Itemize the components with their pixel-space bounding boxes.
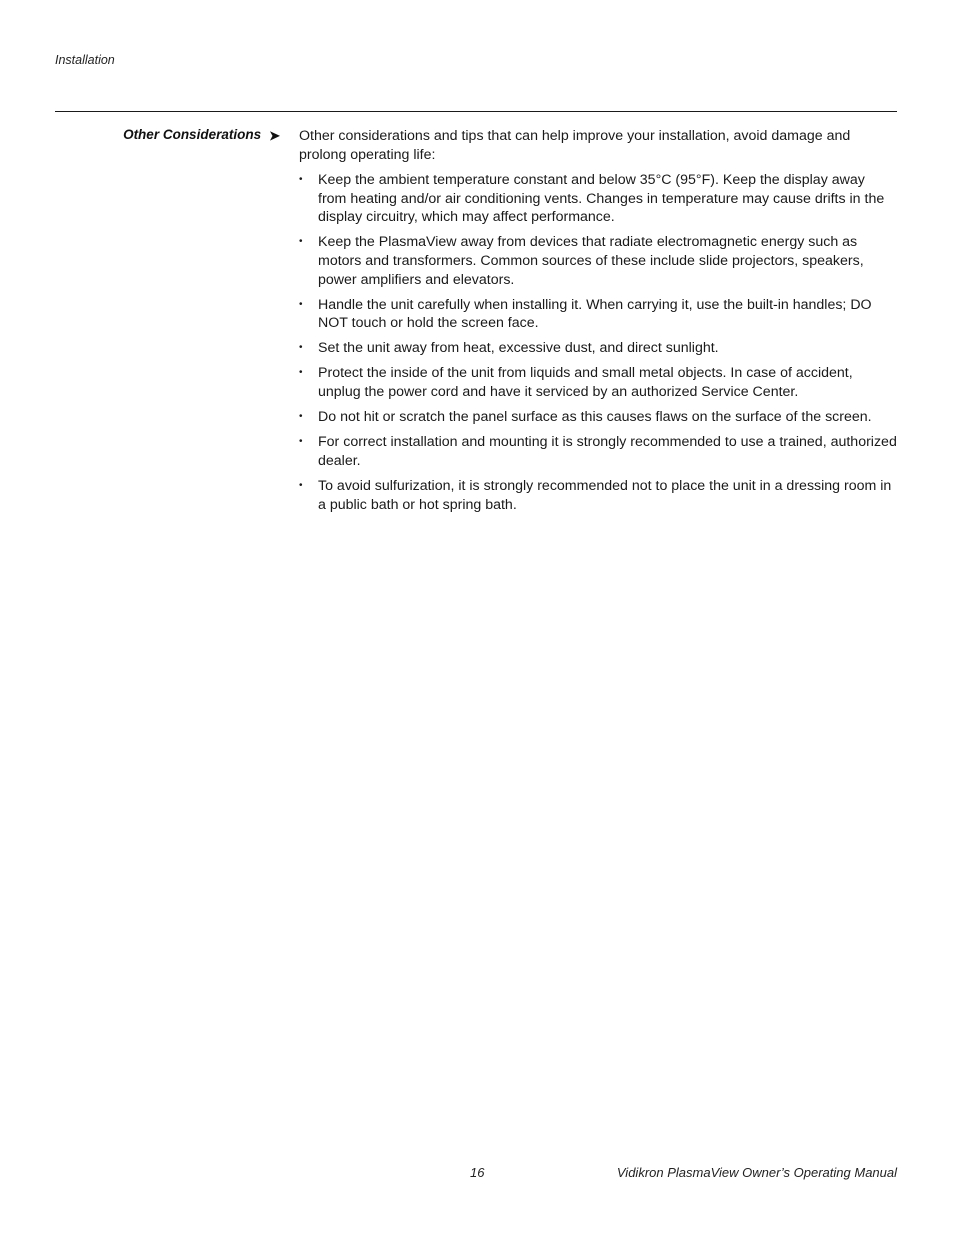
list-item-text: To avoid sulfurization, it is strongly recommended not to place the unit in a dressing room in a public bath or hot spring bath. <box>318 477 892 513</box>
bullet-icon: • <box>299 298 303 310</box>
page-number: 16 <box>470 1165 485 1180</box>
bullet-icon: • <box>299 173 303 185</box>
list-item-text: Keep the PlasmaView away from devices that radiate electromagnetic energy such as motors and transformers. Common sources of these include slide projectors, speakers, power amplifiers and elevators. <box>318 234 864 288</box>
list-item <box>299 433 897 470</box>
bullet-icon: • <box>299 367 303 379</box>
section-heading-text: Other Considerations <box>123 127 262 142</box>
list-item-text: Protect the inside of the unit from liquids and small metal objects. In case of accident, unplug the power cord and have it serviced by an authorized Service Center. <box>318 365 853 401</box>
arrow-marker-icon: ➤ <box>269 128 280 143</box>
header-rule <box>55 111 897 112</box>
list-item <box>299 477 897 514</box>
list-item <box>299 171 897 227</box>
section-heading <box>60 127 280 144</box>
list-item-text: Handle the unit carefully when installing it. When carrying it, use the built-in handles; DO NOT touch or hold the screen face. <box>318 296 872 332</box>
bullet-icon: • <box>299 236 303 248</box>
intro-paragraph: Other considerations and tips that can help improve your installation, avoid damage and prolong operating life: <box>299 128 851 163</box>
list-item <box>299 364 897 401</box>
bullet-icon: • <box>299 436 303 448</box>
list-item-text: For correct installation and mounting it is strongly recommended to use a trained, authorized dealer. <box>318 434 897 469</box>
considerations-list <box>299 171 897 514</box>
manual-title: Vidikron PlasmaView Owner’s Operating Manual <box>616 1165 897 1180</box>
running-header: Installation <box>55 53 115 67</box>
list-item <box>299 408 897 427</box>
list-item <box>299 339 897 358</box>
list-item-text: Do not hit or scratch the panel surface as this causes flaws on the surface of the screen. <box>318 409 872 426</box>
list-item-text: Keep the ambient temperature constant and below 35°C (95°F). Keep the display away from heating and/or air conditioning vents. Changes in temperature may cause drifts in the display circuitry, which may affect performance. <box>318 171 885 226</box>
section-body <box>299 127 897 521</box>
list-item <box>299 296 897 333</box>
bullet-icon: • <box>299 411 303 423</box>
bullet-icon: • <box>299 479 303 491</box>
list-item-text: Set the unit away from heat, excessive dust, and direct sunlight. <box>318 340 719 357</box>
bullet-icon: • <box>299 342 303 354</box>
list-item <box>299 233 897 289</box>
